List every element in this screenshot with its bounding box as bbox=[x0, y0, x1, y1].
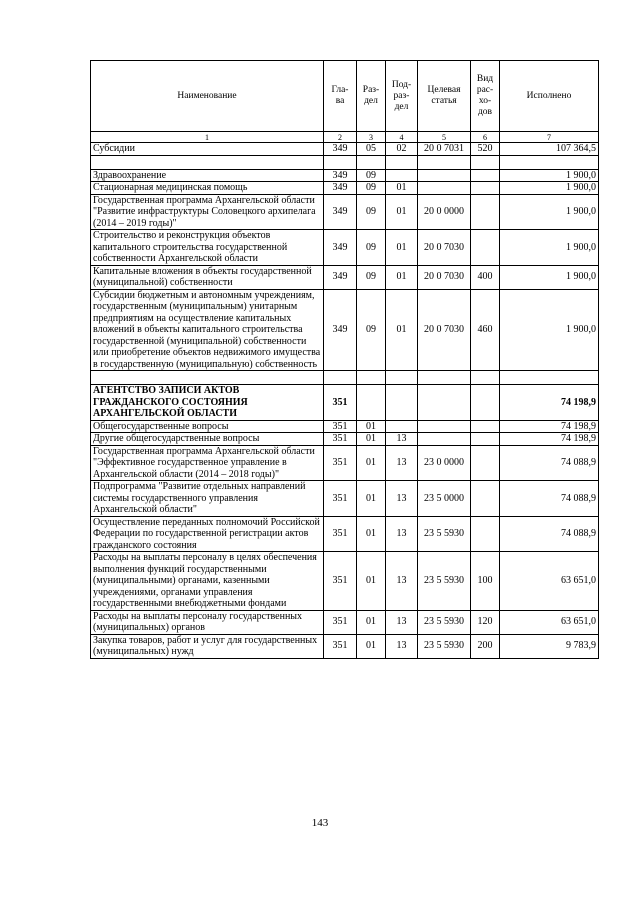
row-target: 20 0 7031 bbox=[418, 143, 471, 156]
row-target: 23 0 0000 bbox=[418, 445, 471, 481]
row-podrazdel: 13 bbox=[386, 634, 418, 658]
table-row bbox=[91, 610, 599, 634]
header-razdel: Раз- дел bbox=[357, 61, 386, 132]
row-glava: 349 bbox=[324, 169, 357, 182]
row-glava: 351 bbox=[324, 610, 357, 634]
row-target bbox=[418, 433, 471, 446]
header-name: Наименование bbox=[91, 61, 324, 132]
col-number: 5 bbox=[418, 132, 471, 143]
table-row bbox=[91, 289, 599, 371]
row-razdel: 09 bbox=[357, 169, 386, 182]
row-target bbox=[418, 385, 471, 421]
row-glava: 349 bbox=[324, 230, 357, 266]
row-razdel: 01 bbox=[357, 420, 386, 433]
row-vid: 100 bbox=[471, 552, 500, 611]
row-glava: 351 bbox=[324, 634, 357, 658]
row-podrazdel: 01 bbox=[386, 230, 418, 266]
row-vid bbox=[471, 194, 500, 230]
table-row bbox=[91, 182, 599, 195]
row-vid bbox=[471, 433, 500, 446]
row-name: Строительство и реконструкция объектов капитального строительства государственной собственности Архангельской области bbox=[91, 230, 324, 266]
row-razdel bbox=[357, 155, 386, 169]
row-name: Подпрограмма "Развитие отдельных направлений системы государственного управления Архангельской области" bbox=[91, 481, 324, 517]
header-vid: Вид рас- хо- дов bbox=[471, 61, 500, 132]
row-executed: 74 198,9 bbox=[500, 433, 599, 446]
row-vid bbox=[471, 420, 500, 433]
row-podrazdel: 02 bbox=[386, 143, 418, 156]
row-name: Здравоохранение bbox=[91, 169, 324, 182]
row-target: 23 5 5930 bbox=[418, 552, 471, 611]
row-executed: 107 364,5 bbox=[500, 143, 599, 156]
row-vid bbox=[471, 385, 500, 421]
row-target: 23 5 5930 bbox=[418, 610, 471, 634]
row-podrazdel: 01 bbox=[386, 265, 418, 289]
row-executed bbox=[500, 155, 599, 169]
table-row bbox=[91, 433, 599, 446]
row-razdel bbox=[357, 371, 386, 385]
table-row bbox=[91, 481, 599, 517]
row-name bbox=[91, 371, 324, 385]
table-row bbox=[91, 420, 599, 433]
row-vid: 460 bbox=[471, 289, 500, 371]
table-row bbox=[91, 552, 599, 611]
row-executed: 74 088,9 bbox=[500, 445, 599, 481]
row-executed: 1 900,0 bbox=[500, 194, 599, 230]
row-podrazdel bbox=[386, 420, 418, 433]
row-vid bbox=[471, 481, 500, 517]
row-razdel: 09 bbox=[357, 194, 386, 230]
row-executed: 1 900,0 bbox=[500, 169, 599, 182]
table-row bbox=[91, 445, 599, 481]
row-target: 20 0 7030 bbox=[418, 289, 471, 371]
row-razdel: 05 bbox=[357, 143, 386, 156]
row-name: Государственная программа Архангельской области "Эффективное государственное управление в Архангельской области (2014 – 2018 годы)" bbox=[91, 445, 324, 481]
row-executed: 63 651,0 bbox=[500, 610, 599, 634]
header-target: Целевая статья bbox=[418, 61, 471, 132]
row-target: 23 5 0000 bbox=[418, 481, 471, 517]
row-name: Стационарная медицинская помощь bbox=[91, 182, 324, 195]
row-vid bbox=[471, 445, 500, 481]
row-name: АГЕНТСТВО ЗАПИСИ АКТОВ ГРАЖДАНСКОГО СОСТОЯНИЯ АРХАНГЕЛЬСКОЙ ОБЛАСТИ bbox=[91, 385, 324, 421]
header-row bbox=[91, 61, 599, 132]
col-number: 7 bbox=[500, 132, 599, 143]
header-executed: Исполнено bbox=[500, 61, 599, 132]
row-name: Расходы на выплаты персоналу государственных (муниципальных) органов bbox=[91, 610, 324, 634]
row-executed: 74 088,9 bbox=[500, 481, 599, 517]
row-razdel: 01 bbox=[357, 433, 386, 446]
row-executed: 63 651,0 bbox=[500, 552, 599, 611]
table-row bbox=[91, 516, 599, 552]
row-target: 20 0 7030 bbox=[418, 265, 471, 289]
row-executed: 1 900,0 bbox=[500, 230, 599, 266]
row-executed: 1 900,0 bbox=[500, 265, 599, 289]
row-target: 23 5 5930 bbox=[418, 516, 471, 552]
row-glava: 351 bbox=[324, 420, 357, 433]
row-razdel: 09 bbox=[357, 289, 386, 371]
row-podrazdel: 13 bbox=[386, 445, 418, 481]
row-razdel: 09 bbox=[357, 182, 386, 195]
row-executed: 74 088,9 bbox=[500, 516, 599, 552]
row-executed: 1 900,0 bbox=[500, 182, 599, 195]
row-glava: 351 bbox=[324, 445, 357, 481]
row-razdel: 09 bbox=[357, 265, 386, 289]
table-row bbox=[91, 385, 599, 421]
row-name: Общегосударственные вопросы bbox=[91, 420, 324, 433]
row-target bbox=[418, 155, 471, 169]
row-name: Осуществление переданных полномочий Российской Федерации по государственной регистрации актов гражданского состояния bbox=[91, 516, 324, 552]
row-vid bbox=[471, 155, 500, 169]
row-podrazdel bbox=[386, 371, 418, 385]
row-vid bbox=[471, 371, 500, 385]
row-vid: 200 bbox=[471, 634, 500, 658]
row-target bbox=[418, 169, 471, 182]
table-row bbox=[91, 169, 599, 182]
row-glava: 351 bbox=[324, 433, 357, 446]
col-number: 3 bbox=[357, 132, 386, 143]
row-executed: 74 198,9 bbox=[500, 385, 599, 421]
row-executed: 1 900,0 bbox=[500, 289, 599, 371]
row-glava: 349 bbox=[324, 182, 357, 195]
row-target bbox=[418, 371, 471, 385]
table-row bbox=[91, 194, 599, 230]
row-name: Капитальные вложения в объекты государственной (муниципальной) собственности bbox=[91, 265, 324, 289]
page-number: 143 bbox=[311, 817, 329, 829]
budget-table bbox=[90, 60, 599, 659]
row-podrazdel bbox=[386, 169, 418, 182]
row-vid: 520 bbox=[471, 143, 500, 156]
row-glava: 351 bbox=[324, 385, 357, 421]
header-glava: Гла- ва bbox=[324, 61, 357, 132]
row-glava: 349 bbox=[324, 194, 357, 230]
table-row bbox=[91, 371, 599, 385]
row-podrazdel: 13 bbox=[386, 516, 418, 552]
row-glava: 351 bbox=[324, 516, 357, 552]
row-podrazdel: 13 bbox=[386, 481, 418, 517]
row-target: 20 0 0000 bbox=[418, 194, 471, 230]
row-razdel: 01 bbox=[357, 634, 386, 658]
row-target bbox=[418, 420, 471, 433]
row-glava: 351 bbox=[324, 552, 357, 611]
row-name: Субсидии бюджетным и автономным учреждениям, государственным (муниципальным) унитарным предприятиям на осуществление капитальных вложений в объекты капитального строительства государственной (муниципальной) собственности или приобретение объектов недвижимого имущества в государственную (муниципальную) собственность bbox=[91, 289, 324, 371]
row-glava: 349 bbox=[324, 289, 357, 371]
header-podrazdel: Под- раз- дел bbox=[386, 61, 418, 132]
row-razdel: 01 bbox=[357, 516, 386, 552]
row-razdel: 01 bbox=[357, 481, 386, 517]
row-vid bbox=[471, 516, 500, 552]
row-glava bbox=[324, 155, 357, 169]
col-number: 4 bbox=[386, 132, 418, 143]
row-vid: 120 bbox=[471, 610, 500, 634]
row-podrazdel: 01 bbox=[386, 289, 418, 371]
row-razdel: 01 bbox=[357, 610, 386, 634]
row-podrazdel bbox=[386, 155, 418, 169]
row-podrazdel: 01 bbox=[386, 194, 418, 230]
row-name bbox=[91, 155, 324, 169]
row-podrazdel: 13 bbox=[386, 552, 418, 611]
row-executed: 74 198,9 bbox=[500, 420, 599, 433]
row-podrazdel bbox=[386, 385, 418, 421]
row-razdel: 09 bbox=[357, 230, 386, 266]
row-vid bbox=[471, 182, 500, 195]
row-name: Другие общегосударственные вопросы bbox=[91, 433, 324, 446]
col-number: 1 bbox=[91, 132, 324, 143]
table-body bbox=[91, 143, 599, 659]
table-row bbox=[91, 155, 599, 169]
table-row bbox=[91, 265, 599, 289]
col-number: 2 bbox=[324, 132, 357, 143]
row-name: Субсидии bbox=[91, 143, 324, 156]
row-razdel: 01 bbox=[357, 445, 386, 481]
row-target: 23 5 5930 bbox=[418, 634, 471, 658]
row-razdel bbox=[357, 385, 386, 421]
row-name: Расходы на выплаты персоналу в целях обеспечения выполнения функций государственными (муниципальными) органами, казенными учреждениями, органами управления государственными внебюджетными фондами bbox=[91, 552, 324, 611]
row-glava: 351 bbox=[324, 481, 357, 517]
row-vid: 400 bbox=[471, 265, 500, 289]
col-number: 6 bbox=[471, 132, 500, 143]
row-name: Закупка товаров, работ и услуг для государственных (муниципальных) нужд bbox=[91, 634, 324, 658]
row-glava: 349 bbox=[324, 143, 357, 156]
row-target bbox=[418, 182, 471, 195]
row-vid bbox=[471, 230, 500, 266]
row-name: Государственная программа Архангельской области "Развитие инфраструктуры Соловецкого архипелага (2014 – 2019 годы)" bbox=[91, 194, 324, 230]
row-target: 20 0 7030 bbox=[418, 230, 471, 266]
row-executed bbox=[500, 371, 599, 385]
column-number-row bbox=[91, 132, 599, 143]
row-vid bbox=[471, 169, 500, 182]
table-row bbox=[91, 634, 599, 658]
table-row bbox=[91, 230, 599, 266]
row-razdel: 01 bbox=[357, 552, 386, 611]
row-podrazdel: 01 bbox=[386, 182, 418, 195]
row-podrazdel: 13 bbox=[386, 433, 418, 446]
table-row bbox=[91, 143, 599, 156]
row-glava: 349 bbox=[324, 265, 357, 289]
row-glava bbox=[324, 371, 357, 385]
row-executed: 9 783,9 bbox=[500, 634, 599, 658]
row-podrazdel: 13 bbox=[386, 610, 418, 634]
